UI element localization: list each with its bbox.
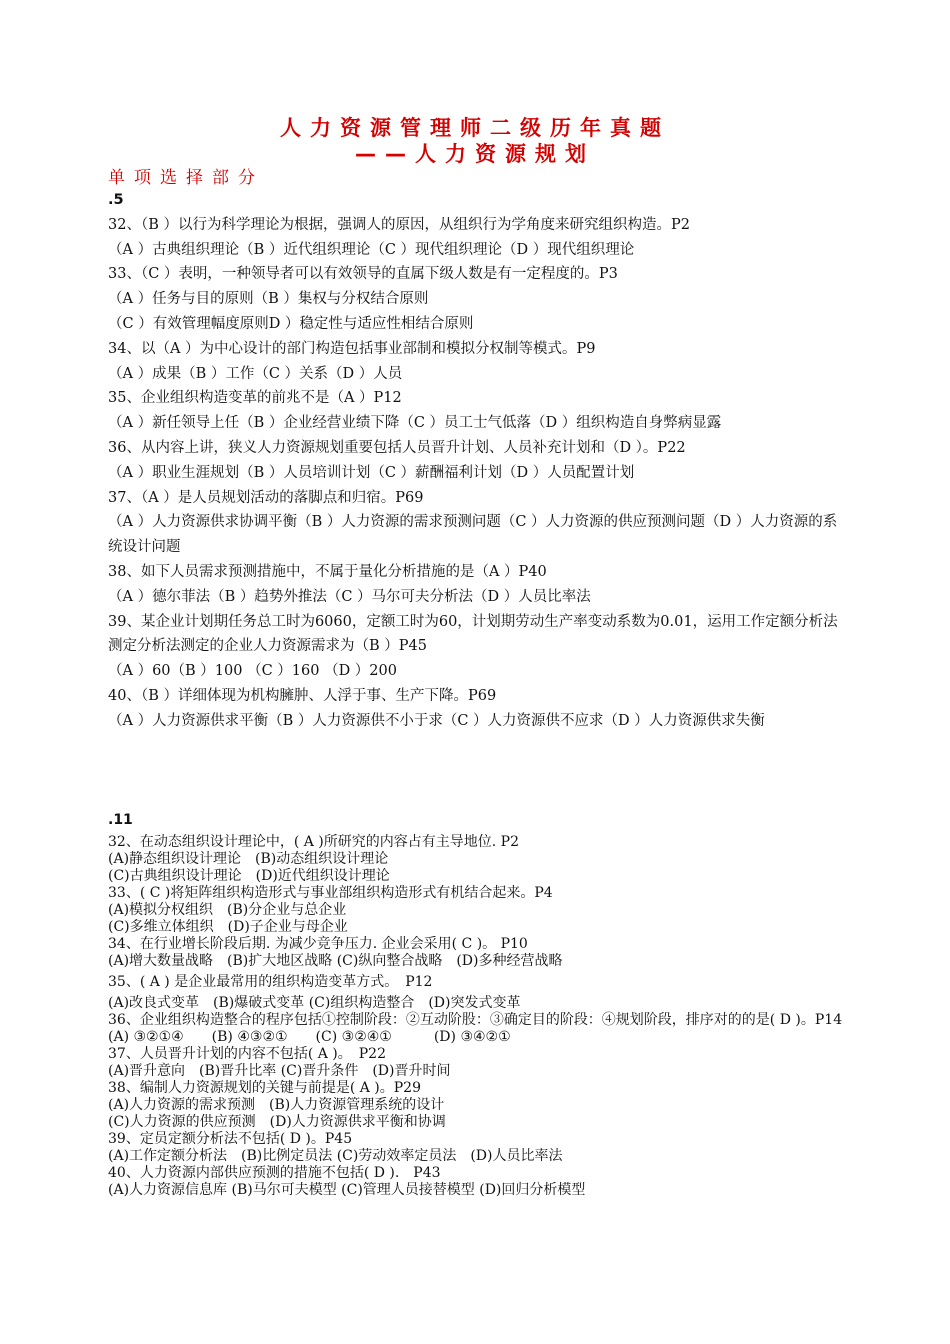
- question-line: 36、企业组织构造整合的程序包括①控制阶段：②互动阶股：③确定目的阶段：④规划阶段，排序对的的是( D )。P14: [108, 1012, 843, 1028]
- document-subtitle: ——人力资源规划: [355, 142, 595, 166]
- options-line: （A ）德尔菲法（B ）趋势外推法（C ）马尔可夫分析法（D ）人员比率法: [108, 588, 591, 605]
- question-line: 39、某企业计划期任务总工时为6060，定额工时为60，计划期劳动生产率变动系数为0.01，运用工作定额分析法测定分析法测定的企业人力资源需求为（B ）P45: [108, 613, 838, 655]
- question-line: 33、( C )将矩阵组织构造形式与事业部组织构造形式有机结合起来。P4: [108, 885, 553, 901]
- question-line: 32、在动态组织设计理论中，( A )所研究的内容占有主导地位. P2: [108, 834, 519, 850]
- options-line: (A)人力资源的需求预测 (B)人力资源管理系统的设计: [108, 1097, 445, 1113]
- options-line: (A)人力资源信息库 (B)马尔可夫模型 (C)管理人员接替模型 (D)回归分析模型: [108, 1182, 586, 1198]
- question-line: 39、定员定额分析法不包括( D )。P45: [108, 1131, 353, 1147]
- options-line: (A)改良式变革 (B)爆破式变革 (C)组织构造整合 (D)突发式变革: [108, 995, 521, 1011]
- options-line: （A ）成果（B ）工作（C ）关系（D ）人员: [108, 365, 403, 382]
- question-line: 40、人力资源内部供应预测的措施不包括( D ). P43: [108, 1165, 441, 1181]
- question-block-1: [108, 188, 850, 734]
- options-line: （A ）古典组织理论（B ）近代组织理论（C ）现代组织理论（D ）现代组织理论: [108, 241, 635, 258]
- question-line: 34、在行业增长阶段后期. 为减少竞争压力. 企业会采用( C )。 P10: [108, 936, 528, 952]
- options-line: (C)古典组织设计理论 (D)近代组织设计理论: [108, 868, 390, 884]
- options-line: (A)增大数量战略 (B)扩大地区战略 (C)纵向整合战略 (D)多种经营战略: [108, 953, 563, 969]
- question-line: 32、（B ）以行为科学理论为根据，强调人的原因，从组织行为学角度来研究组织构造。P2: [108, 216, 690, 233]
- section-label: 单项选择部分: [108, 168, 264, 188]
- options-line: (A)模拟分权组织 (B)分企业与总企业: [108, 902, 347, 918]
- options-line: （A ）人力资源供求协调平衡（B ）人力资源的需求预测问题（C ）人力资源的供应预测问题（D ）人力资源的系统设计问题: [108, 514, 838, 556]
- options-line: (A)工作定额分析法 (B)比例定员法 (C)劳动效率定员法 (D)人员比率法: [108, 1148, 563, 1164]
- question-line: 35、企业组织构造变革的前兆不是（A ）P12: [108, 390, 402, 407]
- options-line: (A)静态组织设计理论 (B)动态组织设计理论: [108, 851, 389, 867]
- question-line: 35、( A ) 是企业最常用的组织构造变革方式。 P12: [108, 974, 433, 990]
- document-title: 人力资源管理师二级历年真题: [280, 116, 670, 140]
- options-line: （A ）新任领导上任（B ）企业经营业绩下降（C ）员工士气低落（D ）组织构造自身弊病显露: [108, 415, 722, 432]
- question-line: 33、（C ）表明，一种领导者可以有效领导的直属下级人数是有一定程度的。P3: [108, 266, 618, 283]
- options-line: （A ）任务与目的原则（B ）集权与分权结合原则: [108, 291, 429, 308]
- options-line: (A) ③②①④ (B) ④③②① (C) ③②④① (D) ③④②①: [108, 1029, 511, 1045]
- options-line: （A ）人力资源供求平衡（B ）人力资源供不小于求（C ）人力资源供不应求（D ）人力资源供求失衡: [108, 712, 765, 729]
- options-line: （C ）有效管理幅度原则D ）稳定性与适应性相结合原则: [108, 315, 474, 332]
- options-line: (A)晋升意向 (B)晋升比率 (C)晋升条件 (D)晋升时间: [108, 1063, 451, 1079]
- options-line: (C)多维立体组织 (D)子企业与母企业: [108, 919, 348, 935]
- question-block-2: [108, 812, 850, 1199]
- block-heading: .5: [108, 192, 124, 208]
- options-line: (C)人力资源的供应预测 (D)人力资源供求平衡和协调: [108, 1114, 446, 1130]
- question-line: 38、如下人员需求预测措施中，不属于量化分析措施的是（A ）P40: [108, 563, 547, 580]
- question-line: 36、从内容上讲，狭义人力资源规划重要包括人员晋升计划、人员补充计划和（D ）。P22: [108, 439, 686, 456]
- question-line: 40、（B ）详细体现为机构臃肿、人浮于事、生产下降。P69: [108, 687, 497, 704]
- question-line: 38、编制人力资源规划的关键与前提是( A )。P29: [108, 1080, 421, 1096]
- options-line: （A ）60（B ）100 （C ）160 （D ）200: [108, 663, 397, 680]
- options-line: （A ）职业生涯规划（B ）人员培训计划（C ）薪酬福利计划（D ）人员配置计划: [108, 464, 635, 481]
- block-heading: .11: [108, 812, 133, 828]
- question-line: 37、（A ）是人员规划活动的落脚点和归宿。P69: [108, 489, 424, 506]
- question-line: 34、以（A ）为中心设计的部门构造包括事业部制和模拟分权制等模式。P9: [108, 340, 596, 357]
- question-line: 37、人员晋升计划的内容不包括( A )。 P22: [108, 1046, 386, 1062]
